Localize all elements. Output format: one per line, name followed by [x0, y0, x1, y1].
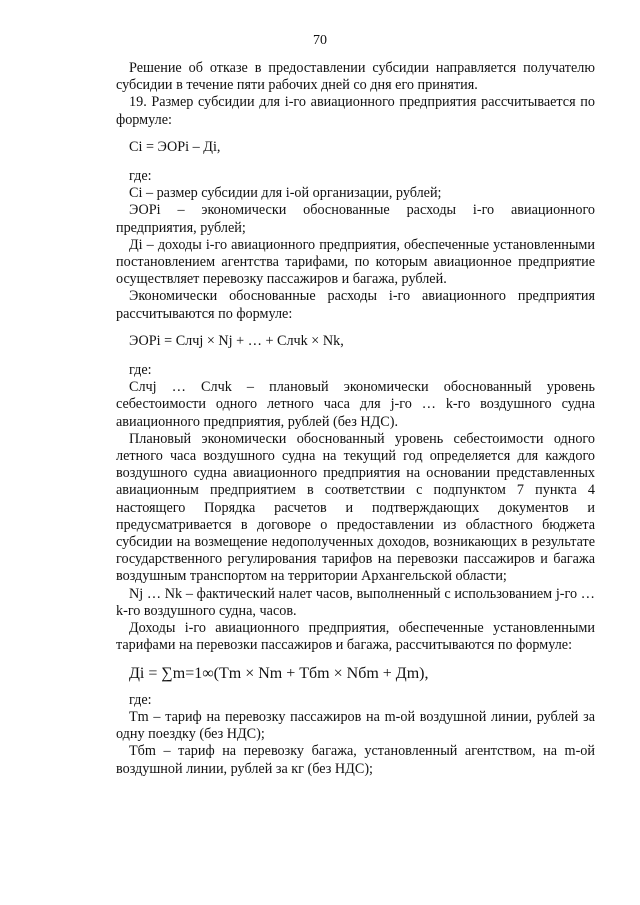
- where-label: где:: [129, 691, 152, 708]
- definition-n: Nj … Nk – фактический налет часов, выполненный с использованием j-го … k-го воздушного судна, часов.: [116, 585, 595, 619]
- paragraph-income-formula-intro: Доходы i-го авиационного предприятия, обеспеченные установленными тарифами на перевозки пассажиров и багажа, рассчитываются по формуле:: [116, 620, 595, 654]
- formula-income: Дi = ∑m=1∞(Тm × Nm + Тбm × Nбm + Дm),: [129, 664, 429, 682]
- definition-tm: Тm – тариф на перевозку пассажиров на m-ой воздушной линии, рублей за одну поездку (без НДС);: [116, 708, 595, 743]
- definition-tbm: Тбm – тариф на перевозку багажа, установленный агентством, на m-ой воздушной линии, рублей за кг (без НДС);: [116, 743, 595, 777]
- where-label: где:: [129, 362, 152, 379]
- where-label: где:: [129, 168, 152, 185]
- paragraph-expenses-formula-intro: Экономически обоснованные расходы i-го авиационного предприятия рассчитываются по формуле:: [116, 288, 595, 322]
- definition-slch: Слчj … Слчk – плановый экономически обоснованный уровень себестоимости одного летного часа для j-го … k-го воздушного судна авиационного предприятия, рублей (без НДС).: [116, 379, 595, 430]
- formula-subsidy: Сi = ЭОРi – Дi,: [129, 138, 221, 155]
- definition-di: Дi – доходы i-го авиационного предприятия, обеспеченные установленными постановлением агентства тарифами, по которым авиационное предприятие осуществляет перевозку пассажиров и багажа, рублей.: [116, 236, 595, 288]
- document-body: [116, 60, 595, 778]
- page-number: 70: [313, 33, 327, 48]
- definition-eori: ЭОРi – экономически обоснованные расходы i-го авиационного предприятия, рублей;: [116, 202, 595, 236]
- paragraph-subsidy-formula-intro: 19. Размер субсидии для i-го авиационного предприятия рассчитывается по формуле:: [116, 94, 595, 128]
- definition-ci: Сi – размер субсидии для i-ой организации, рублей;: [129, 185, 442, 202]
- paragraph-flight-hour-cost: Плановый экономически обоснованный уровень себестоимости одного летного часа воздушного судна на текущий год определяется для каждого воздушного судна авиационного предприятия на основании представленных авиационным предприятием в соответствии с подпунктом 7 пункта 4 настоящего Порядка расчетов и подтверждающих документов и предусматривается в договоре о предоставлении из областного бюджета субсидии на возмещение недополученных доходов, возникающих в результате государственного регулирования тарифов на перевозки пассажиров и багажа воздушным транспортом на территории Архангельской области;: [116, 430, 595, 585]
- paragraph-refusal-notice: Решение об отказе в предоставлении субсидии направляется получателю субсидии в течение пяти рабочих дней со дня его принятия.: [116, 60, 595, 94]
- formula-expenses: ЭОРi = Слчj × Nj + … + Слчk × Nk,: [129, 332, 344, 349]
